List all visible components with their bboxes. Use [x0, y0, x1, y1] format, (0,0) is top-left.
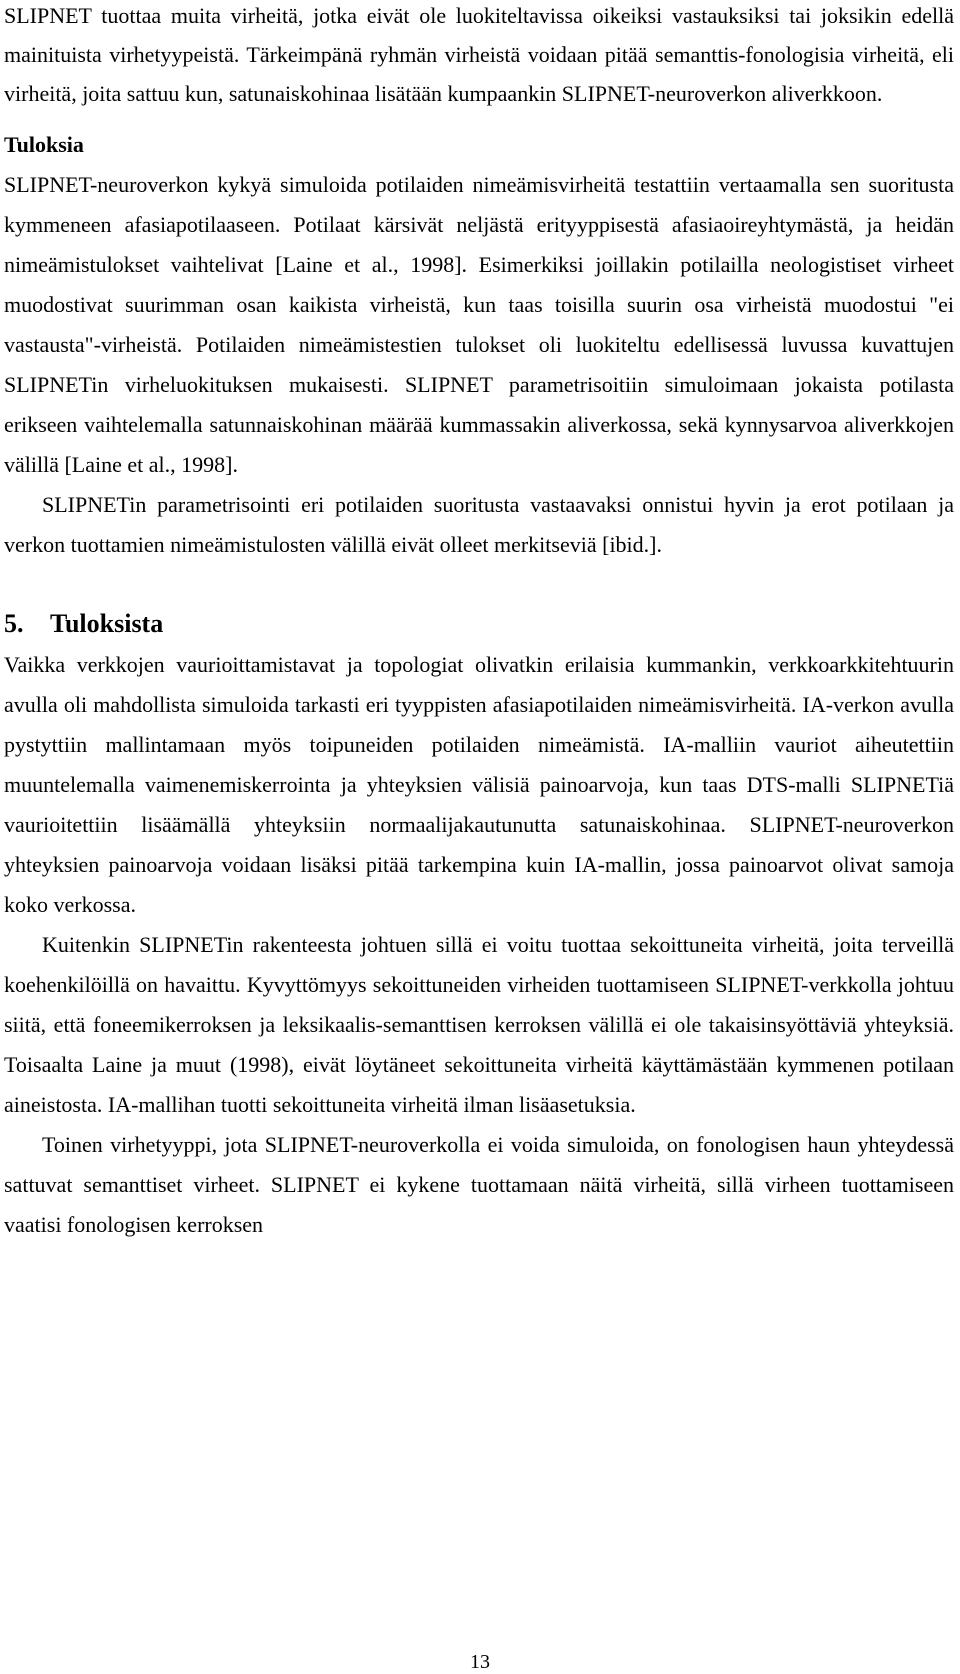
section-number: 5.	[4, 609, 24, 638]
page-content	[4, 0, 954, 1245]
section-title: Tuloksista	[50, 609, 164, 638]
results-paragraph-1: SLIPNET-neuroverkon kykyä simuloida potilaiden nimeämisvirheitä testattiin vertaamalla sen suoritusta kymmeneen afasiapotilaaseen. Potilaat kärsivät neljästä erityyppisestä afasiaoireyhtymästä, ja heidän nimeämistulokset vaihtelivat [Laine et al., 1998]. Esimerkiksi joillakin potilailla neologistiset virheet muodostivat suurimman osan kaikista virheistä, kun taas toisilla suurin osa virheistä muodostui "ei vastausta"-virheistä. Potilaiden nimeämistestien tulokset oli luokiteltu edellisessä luvussa kuvattujen SLIPNETin virheluokituksen mukaisesti. SLIPNET parametrisoitiin simuloimaan jokaista potilasta erikseen vaihtelemalla satunnaiskohinan määrää kummassakin aliverkossa, sekä kynnysarvoa aliverkkojen välillä [Laine et al., 1998].	[4, 172, 954, 477]
section-paragraph-3: Toinen virhetyyppi, jota SLIPNET-neuroverkolla ei voida simuloida, on fonologisen haun yhteydessä sattuvat semanttiset virheet. SLIPNET ei kykene tuottamaan näitä virheitä, sillä virheen tuottamiseen vaatisi fonologisen kerroksen	[4, 1132, 954, 1237]
intro-paragraph: SLIPNET tuottaa muita virheitä, jotka eivät ole luokiteltavissa oikeiksi vastauksiksi tai joksikin edellä mainituista virhetyypeistä. Tärkeimpänä ryhmän virheistä voidaan pitää semanttis-fonologisia virheitä, eli virheitä, joita sattuu kun, satunaiskohinaa lisätään kumpaankin SLIPNET-neuroverkon aliverkkoon.	[4, 3, 954, 106]
page-number: 13	[470, 1651, 490, 1673]
results-heading: Tuloksia	[4, 132, 84, 157]
section-paragraph-1: Vaikka verkkojen vaurioittamistavat ja topologiat olivatkin erilaisia kummankin, verkkoarkkitehtuurin avulla oli mahdollista simuloida tarkasti eri tyyppisten afasiapotilaiden nimeämisvirheitä. IA-verkon avulla pystyttiin mallintamaan myös toipuneiden potilaiden nimeämistä. IA-malliin vauriot aiheutettiin muuntelemalla vaimenemiskerrointa ja yhteyksien välisiä painoarvoja, kun taas DTS-malli SLIPNETiä vaurioitettiin lisäämällä yhteyksiin normaalijakautunutta satunaiskohinaa. SLIPNET-neuroverkon yhteyksien painoarvoja voidaan lisäksi pitää tarkempina kuin IA-mallin, jossa painoarvot olivat samoja koko verkossa.	[4, 652, 954, 917]
results-paragraph-2: SLIPNETin parametrisointi eri potilaiden suoritusta vastaavaksi onnistui hyvin ja erot potilaan ja verkon tuottamien nimeämistulosten välillä eivät olleet merkitseviä [ibid.].	[4, 492, 954, 557]
section-heading	[4, 603, 954, 645]
section-paragraph-2: Kuitenkin SLIPNETin rakenteesta johtuen sillä ei voitu tuottaa sekoittuneita virheitä, joita terveillä koehenkilöillä on havaittu. Kyvyttömyys sekoittuneiden virheiden tuottamiseen SLIPNET-verkkolla johtuu siitä, että foneemikerroksen ja leksikaalis-semanttisen kerroksen välillä ei ole takaisinsyöttäviä yhteyksiä. Toisaalta Laine ja muut (1998), eivät löytäneet sekoittuneita virheitä käyttämästään kymmenen potilaan aineistosta. IA-mallihan tuotti sekoittuneita virheitä ilman lisäasetuksia.	[4, 932, 954, 1117]
